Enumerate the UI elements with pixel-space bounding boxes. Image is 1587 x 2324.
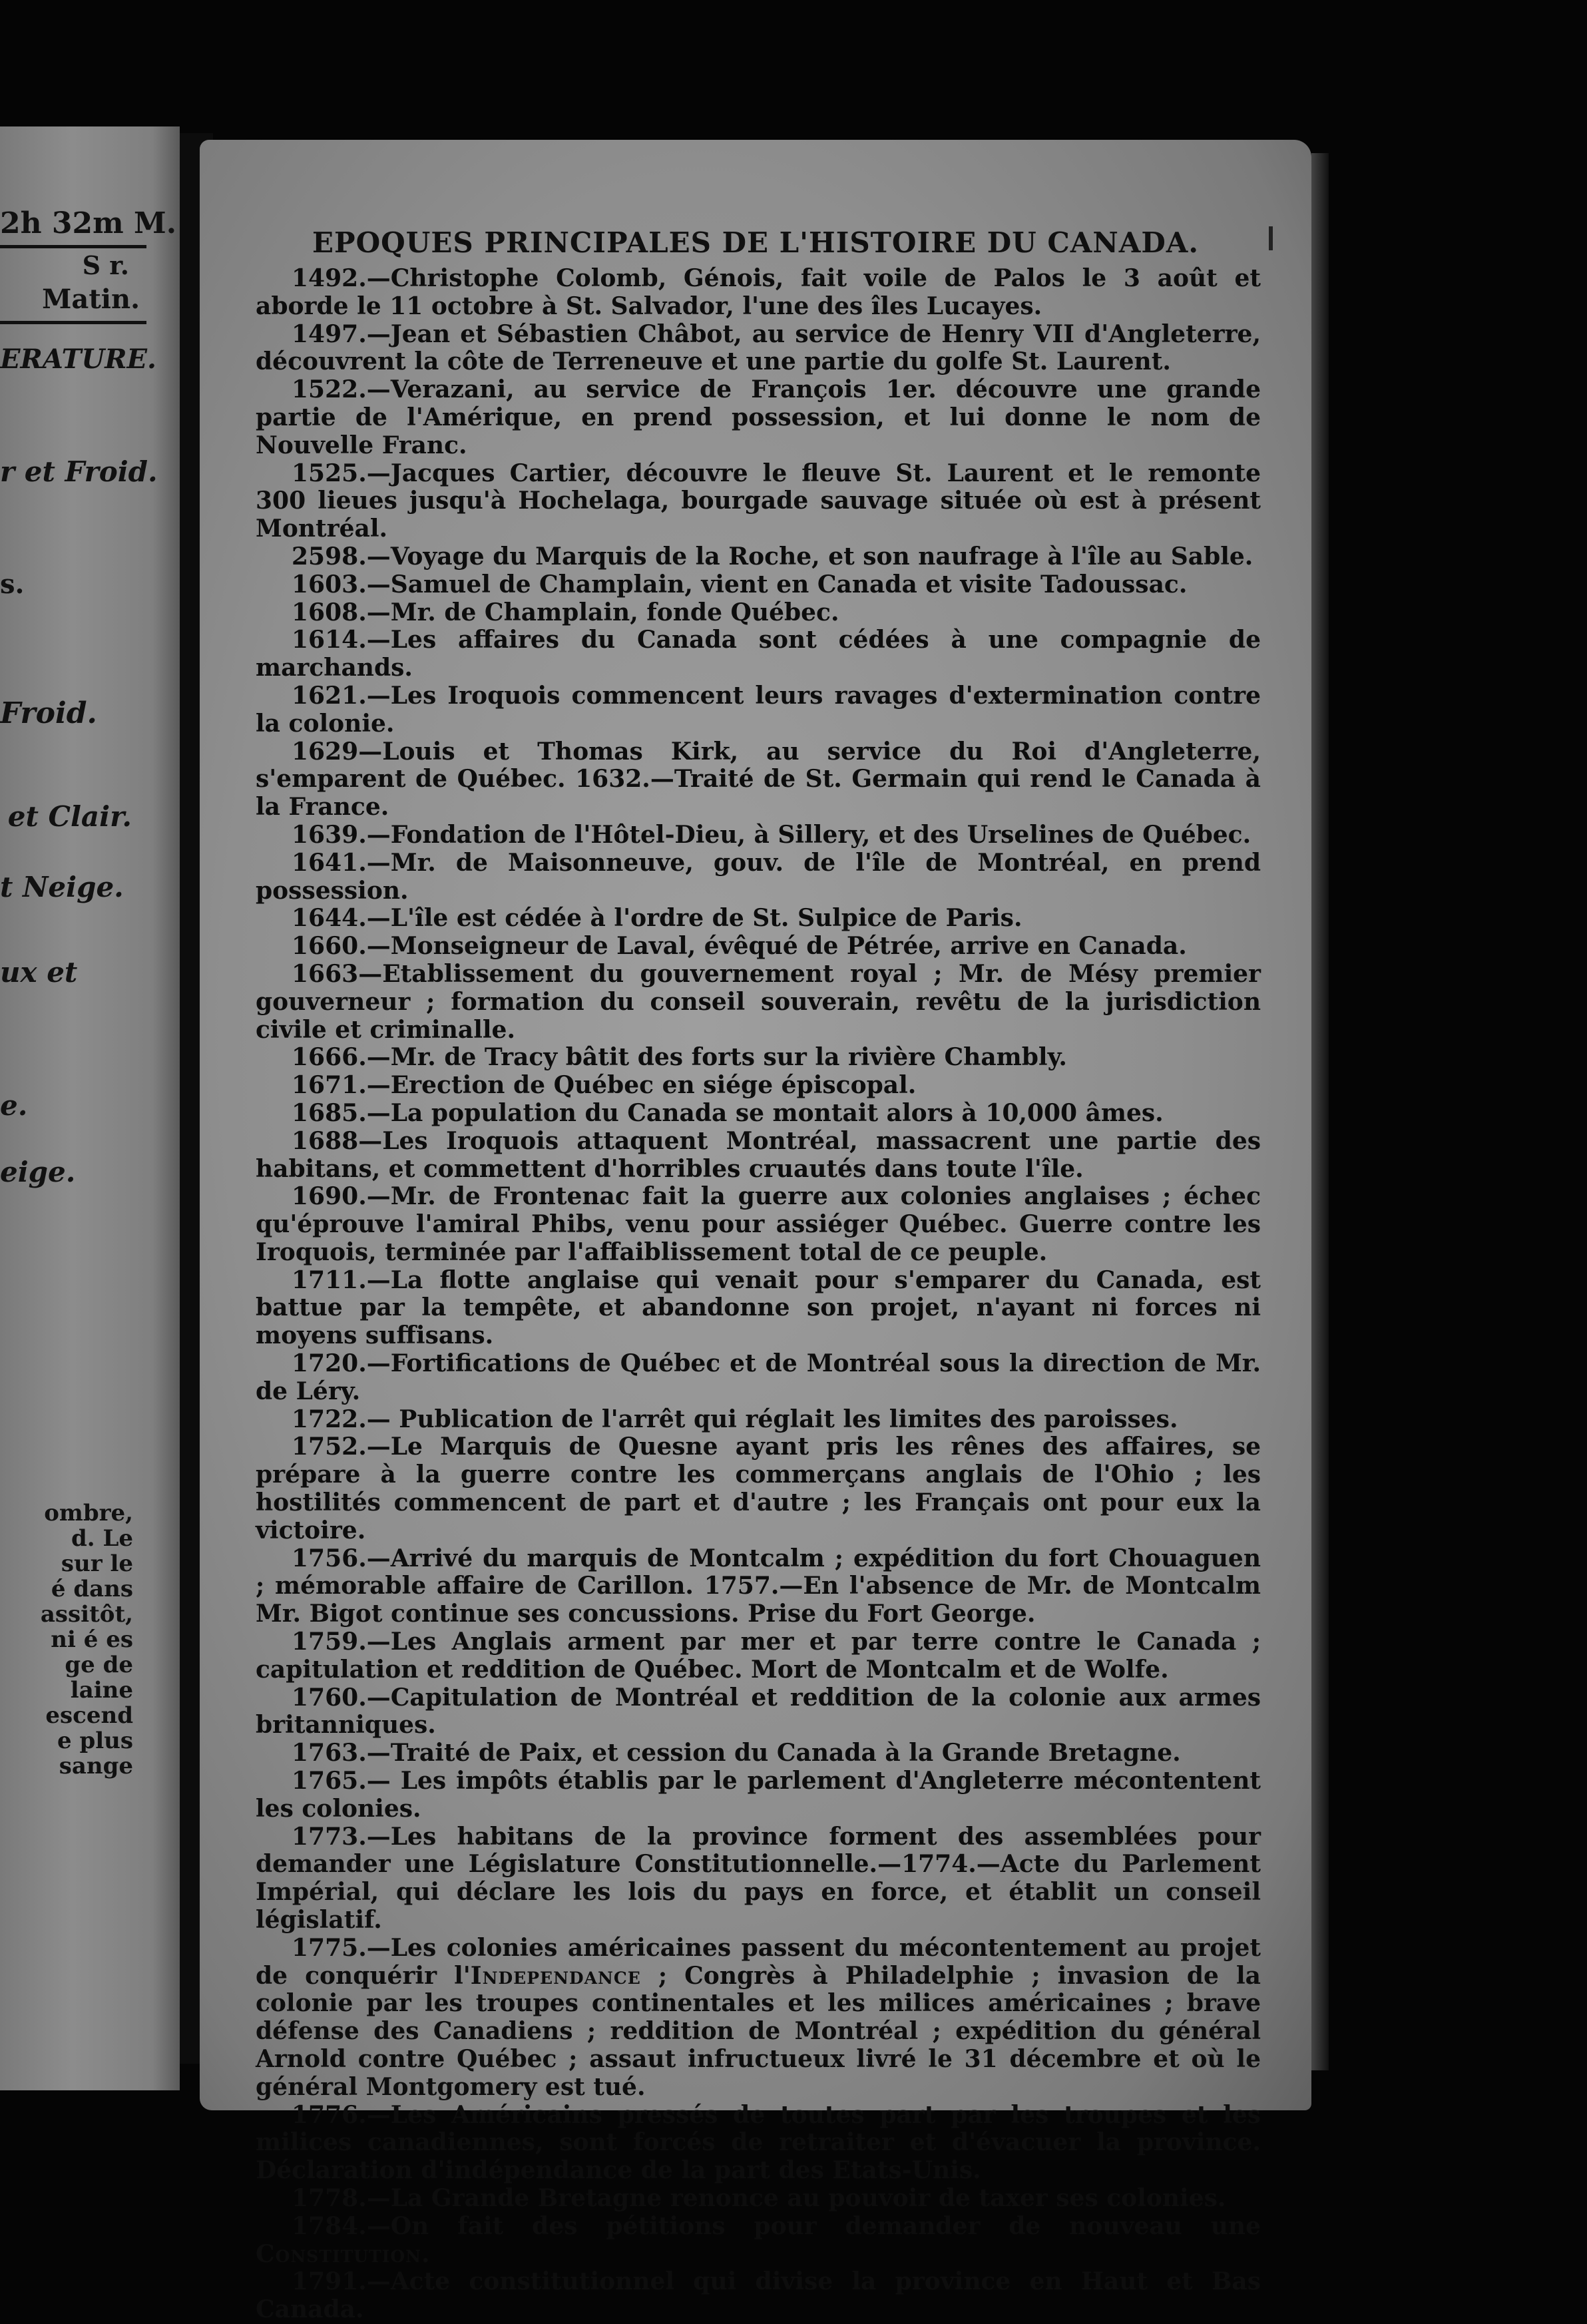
chronology-entry [256, 1628, 1261, 1684]
chronology-entry [256, 682, 1261, 738]
left-fragment-4: ERATURE. [0, 344, 156, 375]
entry-year: 1776. [292, 2100, 367, 2129]
left-small-line: ge de [65, 1652, 133, 1678]
entry-year: 1603. [292, 570, 367, 598]
entry-year: 1608. [292, 598, 367, 626]
entry-text: —Louis et Thomas Kirk, au service du Roi d'Angleterre, s'emparent de Québec. 1632.—Traité de St. Germain qui rend le Canada à la France. [256, 737, 1261, 821]
left-rule-1 [0, 245, 146, 248]
chronology-entry [256, 1935, 1261, 2102]
entry-text: —Jacques Cartier, découvre le fleuve St. Laurent et le remonte 300 lieues jusqu'à Hochelaga, bourgade sauvage située où est à présent Montréal. [256, 459, 1261, 543]
chronology-entry [256, 626, 1261, 682]
entry-text: —La population du Canada se montait alors à 10,000 âmes. [366, 1098, 1164, 1127]
left-small-line: assitôt, [40, 1601, 133, 1628]
entry-year: 1614. [292, 626, 367, 654]
chronology-entry [256, 571, 1261, 599]
entry-text: —La Grande Bretagne renonce au pouvoir de taxer ses colonies. [366, 2184, 1226, 2212]
entry-text: —Fortifications de Québec et de Montréal sous la direction de Mr. de Léry. [256, 1349, 1261, 1405]
entry-year: 1778. [292, 2184, 367, 2212]
entry-text: —Arrivé du marquis de Montcalm ; expédition du fort Chouaguen ; mémorable affaire de Carillon. 1757.—En l'absence de Mr. de Montcalm Mr. Bigot continue ses concussions. Prise du Fort George. [256, 1544, 1261, 1628]
chronology-entry [256, 821, 1261, 849]
entry-text: —On fait des pétitions pour demander de nouveau une [366, 2211, 1261, 2240]
left-fragment-7: Froid. [0, 696, 97, 730]
entry-text: — Publication de l'arrêt qui réglait les limites des paroisses. [366, 1405, 1178, 1433]
entry-year: 1641. [292, 848, 367, 877]
left-fragment-8: et Clair. [7, 800, 132, 833]
entry-year: 2598. [292, 542, 367, 571]
entry-text: —Les Iroquois attaquent Montréal, massacrent une partie des habitans, et commettent d'horribles cruautés dans toute l'île. [256, 1126, 1261, 1183]
entry-year: 1621. [292, 681, 367, 710]
entry-text: —Christophe Colomb, Génois, fait voile de Palos le 3 août et aborde le 11 octobre à St. Salvador, l'une des îles Lucayes. [256, 264, 1261, 320]
chronology-entry [256, 543, 1261, 571]
entry-text: —Monseigneur de Laval, évêqué de Pétrée, arrive en Canada. [366, 932, 1187, 961]
chronology-entry [256, 1740, 1261, 1767]
chronology-entry [256, 2213, 1261, 2269]
left-fragment-9: t Neige. [0, 871, 124, 903]
entry-text: —Traité de Paix, et cession du Canada à la Grande Bretagne. [366, 1739, 1181, 1767]
entry-text: —La flotte anglaise qui venait pour s'emparer du Canada, est battue par la tempête, et abandonne son projet, n'ayant ni forces ni moyens suffisans. [256, 1266, 1261, 1350]
document-page [200, 140, 1311, 2324]
chronology-entry [256, 961, 1261, 1044]
left-small-line: ni é es [51, 1626, 133, 1653]
entry-small-caps: Constitution [256, 2239, 421, 2268]
entry-text: —Mr. de Maisonneuve, gouv. de l'île de Montréal, en prend possession. [256, 848, 1261, 905]
chronology-entry [256, 1767, 1261, 1823]
chronology-entry [256, 1128, 1261, 1184]
left-small-line: é dans [51, 1576, 133, 1602]
entry-year: 1522. [292, 375, 367, 404]
entry-year: 1639. [292, 820, 367, 849]
chronology-entry [256, 1823, 1261, 1935]
entry-text-after: . [421, 2239, 430, 2268]
entry-year: 1685. [292, 1098, 367, 1127]
chronology-entry [256, 1684, 1261, 1740]
left-fragment-1: 2h 32m M. [0, 206, 177, 240]
chronology-entry [256, 1267, 1261, 1350]
left-fragment-5: r et Froid. [0, 455, 158, 488]
entry-text: —Fondation de l'Hôtel-Dieu, à Sillery, et des Urselines de Québec. [366, 820, 1251, 849]
chronology-entry [256, 460, 1261, 543]
entry-text: —Acte constitutionnel qui divise la province en Haut et Bas Canada. [256, 2267, 1261, 2324]
left-small-line: ombre, [44, 1500, 133, 1526]
entry-year: 1644. [292, 904, 367, 933]
entry-text: —Les habitans de la province forment des assemblées pour demander une Législature Constitutionnelle.—1774.—Acte du Parlement Impérial, qui déclare les lois du pays en force, et établit un conseil législatif. [256, 1822, 1261, 1935]
entry-text: —Capitulation de Montréal et reddition de la colonie aux armes britanniques. [256, 1683, 1261, 1740]
chronology-entry [256, 1072, 1261, 1100]
entry-year: 1666. [292, 1043, 367, 1072]
entry-text: —Les colonies américaines passent du mécontentement au projet de conquérir l' [256, 1933, 1261, 1990]
left-fragment-2: S r. [82, 250, 129, 280]
chronology-entry [256, 1406, 1261, 1434]
entry-text: —L'île est cédée à l'ordre de St. Sulpice de Paris. [366, 904, 1022, 933]
left-fragment-12: eige. [0, 1156, 76, 1188]
entry-year: 1760. [292, 1683, 367, 1712]
left-small-line: laine [70, 1677, 133, 1704]
entry-year: 1759. [292, 1628, 367, 1656]
entry-text: —Mr. de Frontenac fait la guerre aux colonies anglaises ; échec qu'éprouve l'amiral Phibs, venu pour assiéger Québec. Guerre contre les Iroquois, terminée par l'affaiblissement total de ce peuple. [256, 1182, 1261, 1266]
entry-year: 1752. [292, 1433, 367, 1461]
entry-text: —Les Anglais arment par mer et par terre contre le Canada ; capitulation et reddition de Québec. Mort de Montcalm et de Wolfe. [256, 1628, 1261, 1684]
entry-text: —Les Américains pressés de toutes part par les troupes et les milices canadiennes, sont forcés de retraiter et d'évacuer la province. Déclaration d'indépendance de la part des Etats-Unis. [256, 2100, 1261, 2185]
entry-year: 1497. [292, 320, 367, 348]
entry-text: —Jean et Sébastien Châbot, au service de Henry VII d'Angleterre, découvrent la côte de Terreneuve et une partie du golfe St. Laurent. [256, 320, 1261, 376]
chronology-entry [256, 2185, 1261, 2213]
entry-text: —Erection de Québec en siége épiscopal. [366, 1071, 917, 1100]
entry-year: 1671. [292, 1071, 367, 1100]
entry-text: —Le Marquis de Quesne ayant pris les rênes des affaires, se prépare à la guerre contre les commerçans anglais de l'Ohio ; les hostilités commencent de part et d'autre ; les Français ont pour eux la victoire. [256, 1433, 1261, 1544]
chronology-entry [256, 265, 1261, 321]
chronology-entry [256, 321, 1261, 377]
chronology-list [256, 265, 1261, 2324]
entry-text: —Voyage du Marquis de la Roche, et son naufrage à l'île au Sable. [366, 542, 1253, 571]
left-small-line: d. Le [71, 1525, 133, 1552]
chronology-entry [256, 849, 1261, 905]
left-fragment-6: s. [0, 569, 25, 600]
entry-text-after: ; Congrès à Philadelphie ; invasion de la colonie par les troupes continentales et les milices américaines ; brave défense des Canadiens ; reddition de Montréal ; expédition du général Arnold contre Québec ; assaut infructueux livré le 31 décembre et où le général Montgomery est tué. [256, 1961, 1261, 2101]
entry-year: 1629 [292, 737, 359, 766]
entry-text: —Etablissement du gouvernement royal ; Mr. de Mésy premier gouverneur ; formation du conseil souverain, revêtu de la jurisdiction civile et criminalle. [256, 959, 1261, 1044]
entry-year: 1763. [292, 1739, 367, 1767]
entry-text: —Mr. de Champlain, fonde Québec. [366, 598, 839, 626]
chronology-entry [256, 1183, 1261, 1266]
page-title: EPOQUES PRINCIPALES DE L'HISTOIRE DU CANADA. [312, 226, 1199, 259]
left-small-line: sur le [61, 1550, 133, 1577]
entry-text: —Les Iroquois commencent leurs ravages d'extermination contre la colonie. [256, 681, 1261, 738]
chronology-entry [256, 2268, 1261, 2324]
entry-year: 1773. [292, 1822, 367, 1851]
left-rule-2 [0, 321, 146, 324]
left-fragment-3: Matin. [42, 284, 140, 315]
left-fragment-10: ux et [0, 956, 78, 989]
entry-text: —Mr. de Tracy bâtit des forts sur la rivière Chambly. [366, 1043, 1067, 1072]
entry-text: —Samuel de Champlain, vient en Canada et visite Tadoussac. [366, 570, 1188, 598]
entry-year: 1492. [292, 264, 367, 292]
left-small-line: e plus [57, 1728, 133, 1754]
chronology-entry [256, 1100, 1261, 1128]
entry-year: 1775. [292, 1933, 367, 1962]
entry-text: — Les impôts établis par le parlement d'Angleterre mécontentent les colonies. [256, 1767, 1261, 1823]
page-right-edge [1311, 153, 1329, 2070]
entry-small-caps: Independance [470, 1961, 641, 1990]
chronology-entry [256, 2102, 1261, 2185]
left-small-line: sange [59, 1753, 133, 1779]
left-small-line: escend [45, 1702, 133, 1729]
entry-year: 1525. [292, 459, 367, 487]
chronology-entry [256, 1545, 1261, 1628]
entry-year: 1690. [292, 1182, 367, 1211]
chronology-entry [256, 1350, 1261, 1406]
chronology-entry [256, 1044, 1261, 1072]
entry-year: 1720. [292, 1349, 367, 1378]
chronology-entry [256, 376, 1261, 459]
entry-year: 1791. [292, 2267, 367, 2296]
chronology-entry [256, 905, 1261, 933]
entry-year: 1660. [292, 932, 367, 961]
entry-year: 1784. [292, 2211, 367, 2240]
entry-year: 1756. [292, 1544, 367, 1572]
chronology-entry [256, 599, 1261, 627]
previous-page-fragment [0, 126, 180, 2090]
left-fragment-11: e. [0, 1089, 28, 1122]
chronology-entry [256, 738, 1261, 821]
entry-year: 1711. [292, 1266, 367, 1294]
entry-text: —Les affaires du Canada sont cédées à une compagnie de marchands. [256, 626, 1261, 682]
chronology-entry [256, 933, 1261, 961]
entry-year: 1722. [292, 1405, 367, 1433]
chronology-entry [256, 1433, 1261, 1544]
entry-year: 1663 [292, 959, 359, 988]
entry-year: 1765. [292, 1767, 367, 1795]
entry-year: 1688 [292, 1126, 359, 1155]
entry-text: —Verazani, au service de François 1er. découvre une grande partie de l'Amérique, en prend possession, et lui donne le nom de Nouvelle Franc. [256, 375, 1261, 459]
